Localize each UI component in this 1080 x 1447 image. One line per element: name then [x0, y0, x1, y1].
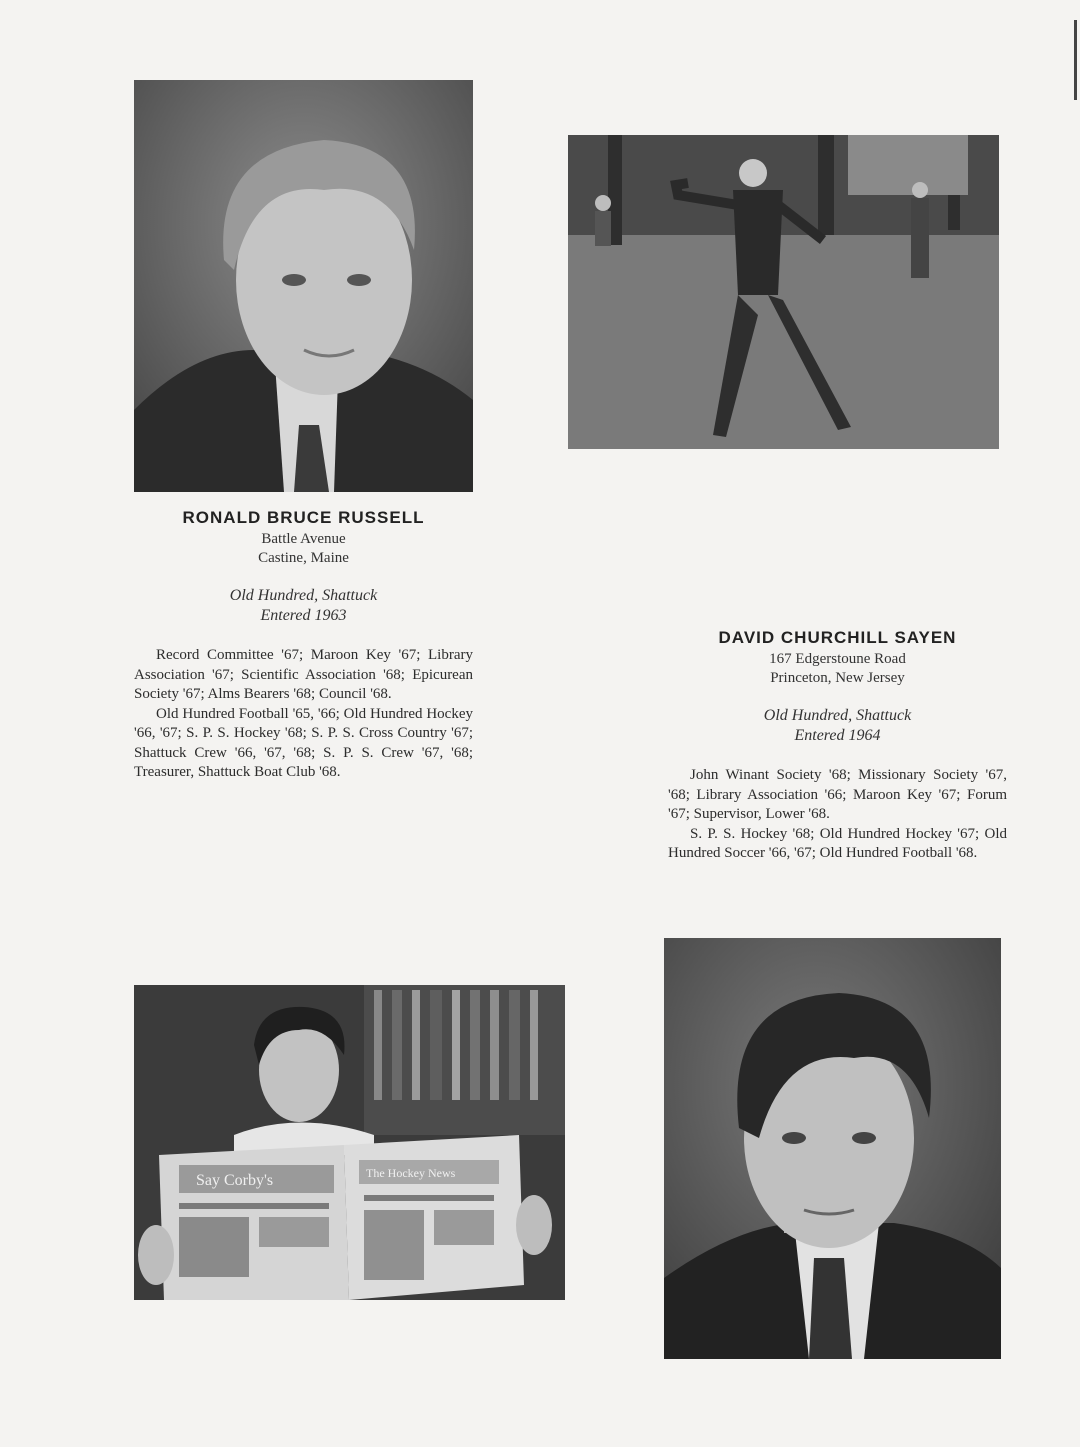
newspaper-masthead-right: The Hockey News: [366, 1166, 456, 1180]
entry-sports: Old Hundred Football '65, '66; Old Hundred Hockey '66, '67; S. P. S. Hockey '68; S. P. S. Cross Country '67; Shattuck Crew '66, '67, '68; S. P. S. Crew '67, '68; Treasurer, Shattuck Boat Club '68.: [134, 705, 473, 780]
entry-house: Old Hundred, Shattuck: [763, 707, 912, 724]
entry-entered: Entered 1964: [794, 727, 881, 744]
entry-activities: John Winant Society '68; Missionary Society '67, '68; Library Association '66; Maroon Key '67; Forum '67; Supervisor, Lower '68.: [668, 767, 1007, 822]
entry-entered: Entered 1963: [260, 607, 347, 624]
entry-house: Old Hundred, Shattuck: [229, 587, 378, 604]
entry-name: RONALD BRUCE RUSSELL: [182, 508, 425, 527]
portrait-sayen: [664, 938, 1001, 1359]
entry-address-line2: Castine, Maine: [258, 550, 349, 566]
page-edge-mark: [1074, 20, 1077, 100]
entry-russell: [134, 508, 473, 783]
photo-reading-newspaper: [134, 985, 565, 1300]
newspaper-masthead-left: Say Corby's: [196, 1172, 274, 1189]
entry-sports: S. P. S. Hockey '68; Old Hundred Hockey '67; Old Hundred Soccer '66, '67; Old Hundred Football '68.: [668, 825, 1007, 861]
entry-name: DAVID CHURCHILL SAYEN: [718, 628, 957, 647]
entry-address-line1: 167 Edgerstoune Road: [769, 651, 906, 667]
entry-address-line1: Battle Avenue: [261, 531, 346, 547]
photo-football-throw: [568, 135, 999, 449]
entry-address-line2: Princeton, New Jersey: [770, 670, 905, 686]
entry-activities: Record Committee '67; Maroon Key '67; Library Association '67; Scientific Association '68; Epicurean Society '67; Alms Bearers '68; Council '68.: [134, 647, 473, 702]
entry-sayen: [668, 628, 1007, 864]
portrait-russell: [134, 80, 473, 492]
